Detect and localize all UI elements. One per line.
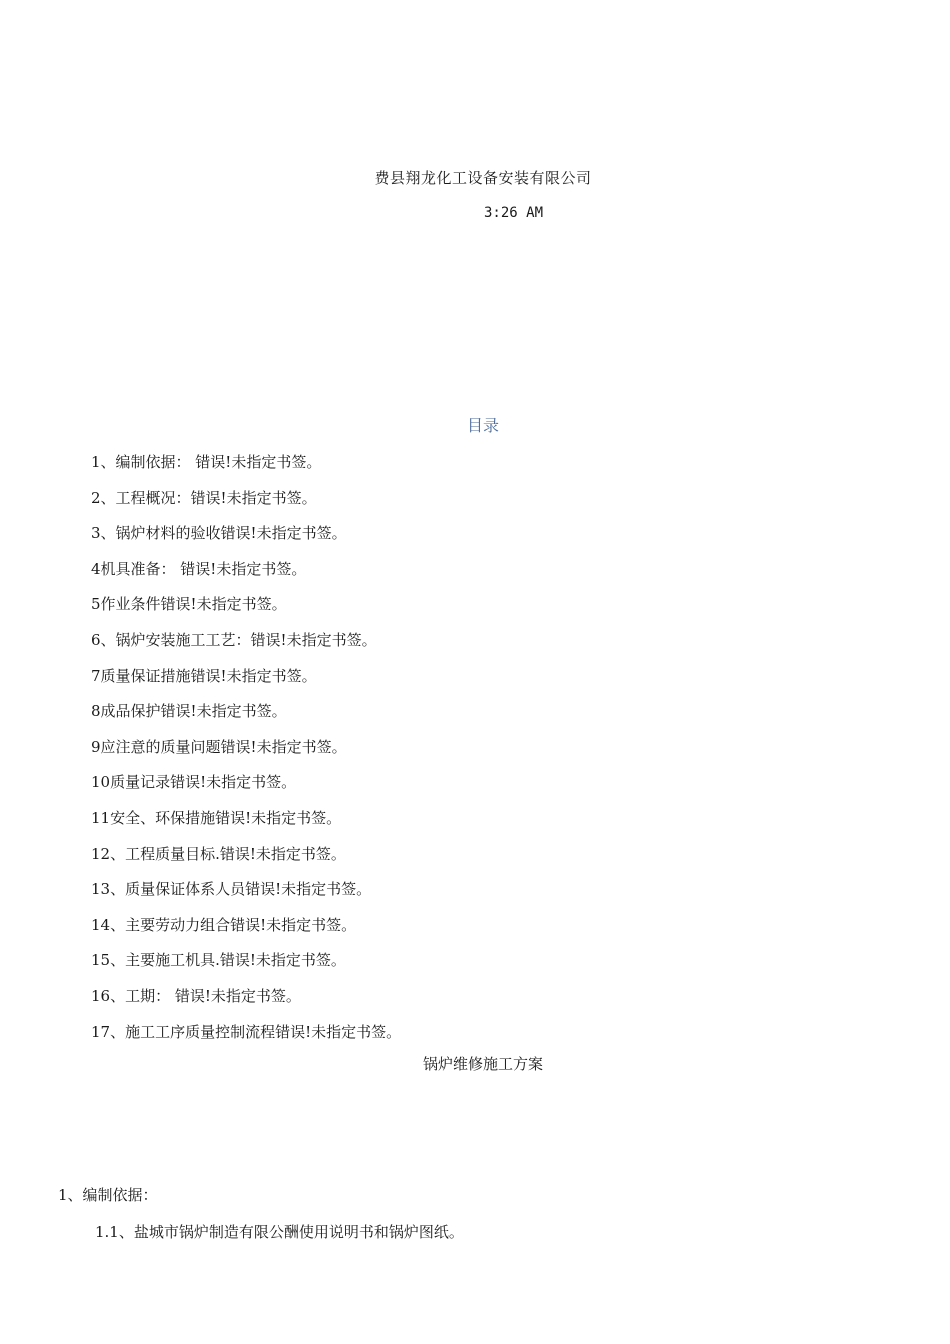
toc-item[interactable]: 14、主要劳动力组合错误!未指定书签。 [91, 915, 357, 934]
section-heading: 1、编制依据： [58, 1186, 158, 1204]
toc-item[interactable]: 17、施工工序质量控制流程错误!未指定书签。 [91, 1022, 402, 1041]
toc-title: 目录 [466, 416, 499, 435]
document-title: 锅炉维修施工方案 [422, 1055, 543, 1073]
toc-item[interactable]: 13、质量保证体系人员错误!未指定书签。 [91, 880, 372, 899]
toc-item[interactable]: 8成品保护错误!未指定书签。 [91, 702, 287, 721]
toc-item[interactable]: 9应注意的质量问题错误!未指定书签。 [91, 737, 347, 756]
toc-item[interactable]: 3、锅炉材料的验收错误!未指定书签。 [91, 524, 347, 543]
table-of-contents [91, 452, 401, 1057]
toc-item[interactable]: 4机具准备： 错误!未指定书签。 [91, 559, 307, 578]
toc-item[interactable]: 15、主要施工机具.错误!未指定书签。 [91, 951, 346, 970]
toc-item[interactable]: 16、工期： 错误!未指定书签。 [91, 986, 301, 1005]
toc-item[interactable]: 10质量记录错误!未指定书签。 [91, 773, 297, 792]
toc-item[interactable]: 7质量保证措施错误!未指定书签。 [91, 666, 317, 685]
toc-item[interactable]: 11安全、环保措施错误!未指定书签。 [91, 808, 342, 827]
toc-item[interactable]: 1、编制依据： 错误!未指定书签。 [91, 453, 322, 471]
company-name: 费县翔龙化工设备安装有限公司 [374, 169, 592, 187]
toc-item[interactable]: 2、工程概况：错误!未指定书签。 [91, 488, 317, 507]
section-item: 1.1、盐城市锅炉制造有限公酬使用说明书和锅炉图纸。 [95, 1223, 464, 1241]
toc-item[interactable]: 6、锅炉安装施工工艺：错误!未指定书签。 [91, 630, 377, 649]
toc-item[interactable]: 5作业条件错误!未指定书签。 [91, 595, 287, 614]
toc-item[interactable]: 12、工程质量目标.错误!未指定书签。 [91, 844, 346, 863]
time-stamp: 3:26 AM [484, 205, 544, 221]
